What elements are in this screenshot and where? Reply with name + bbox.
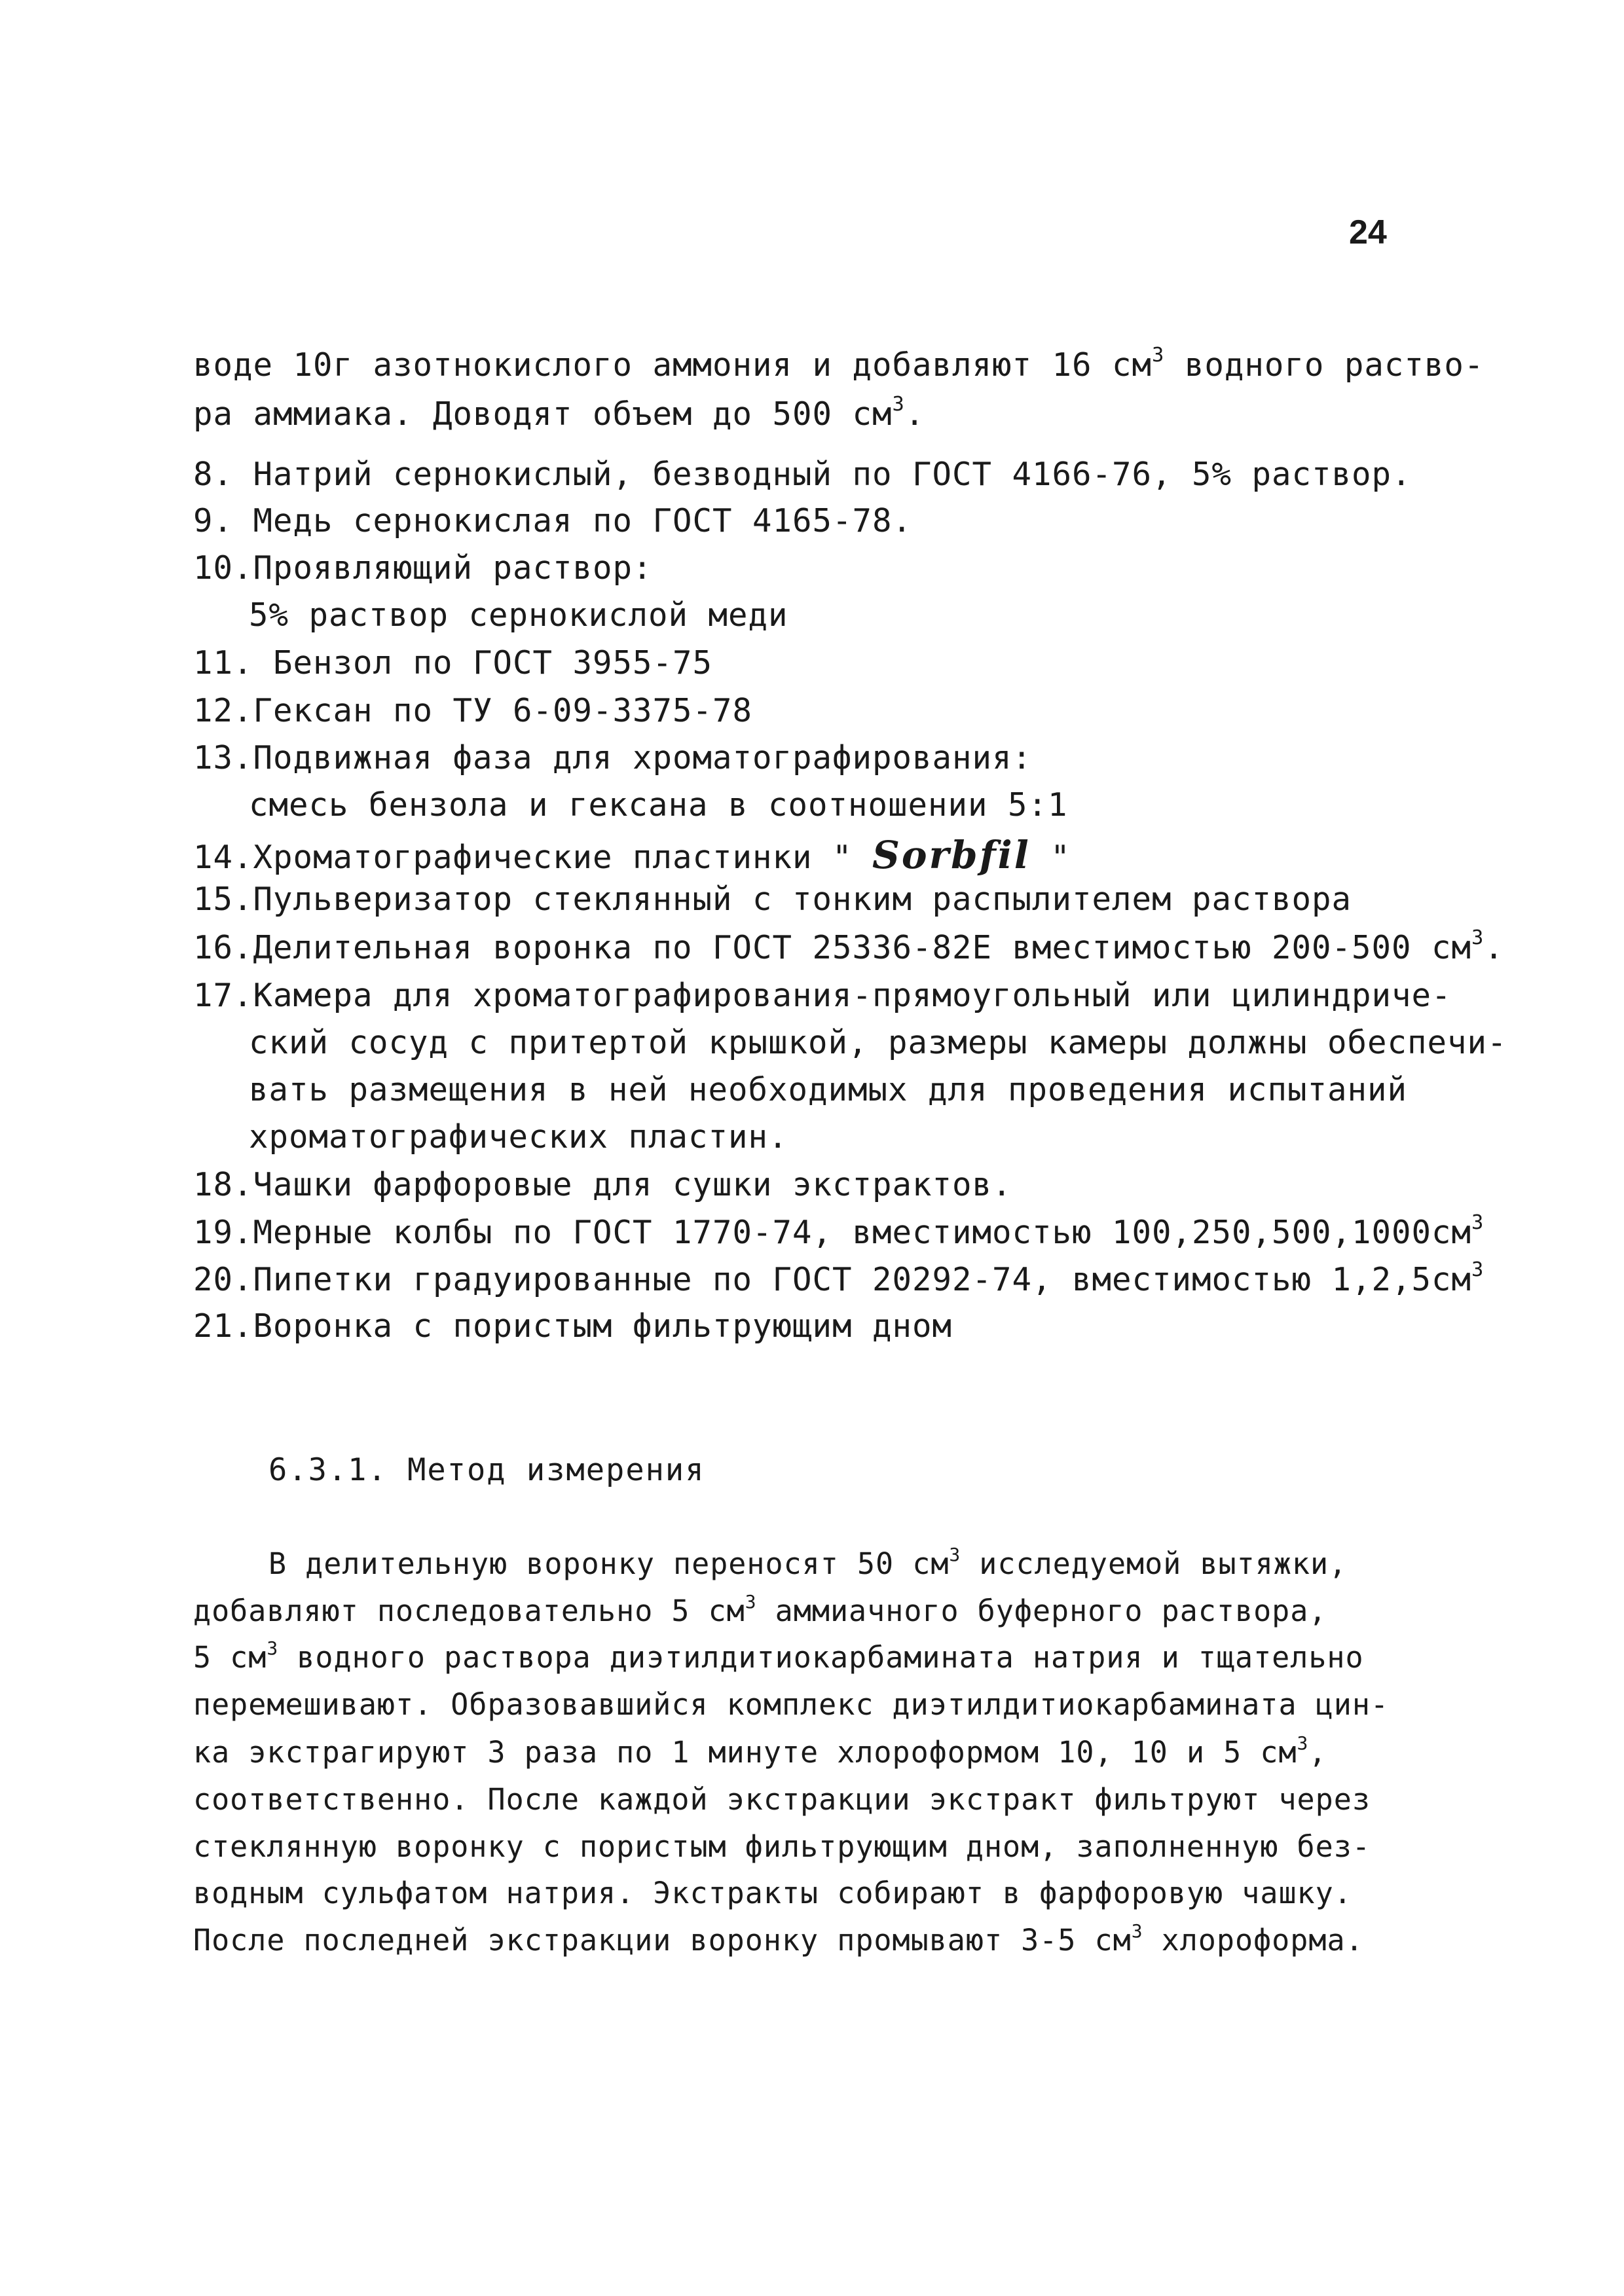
list-item-17-line-3: вать размещения в ней необходимых для проведения испытаний <box>249 1071 1408 1108</box>
paragraph-line-3-text: 5 см <box>193 1640 267 1675</box>
paragraph-line-2 <box>193 1590 1327 1628</box>
list-item-16-text: 16.Делительная воронка по ГОСТ 25336-82Е вместимостью 200-500 см <box>193 929 1472 966</box>
intro-line-2-text: ра аммиака. Доводят объем до 500 см <box>193 395 893 433</box>
paragraph-line-3-tail: водного раствора диэтилдитиокарбамината натрия и тщательно <box>278 1640 1364 1675</box>
superscript: 3 <box>1471 1258 1485 1282</box>
list-item-18: 18.Чашки фарфоровые для сушки экстрактов. <box>193 1166 1012 1203</box>
list-item-20 <box>193 1258 1485 1298</box>
superscript: 3 <box>745 1590 757 1613</box>
superscript: 3 <box>1297 1732 1309 1754</box>
paragraph-line-2-tail: аммиачного буферного раствора, <box>756 1594 1327 1628</box>
list-item-17-line-4: хроматографических пластин. <box>249 1118 788 1156</box>
superscript: 3 <box>1471 1211 1485 1235</box>
list-item-15: 15.Пульверизатор стеклянный с тонким распылителем раствора <box>193 881 1352 918</box>
paragraph-line-8: водным сульфатом натрия. Экстракты собирают в фарфоровую чашку. <box>193 1876 1352 1910</box>
intro-line-1 <box>193 344 1485 384</box>
intro-line-2-tail: . <box>904 395 925 433</box>
list-item-8: 8. Натрий сернокислый, безводный по ГОСТ 4166-76, 5% раствор. <box>193 456 1412 493</box>
superscript: 3 <box>892 393 905 416</box>
list-item-16 <box>193 926 1504 966</box>
list-item-11: 11. Бензол по ГОСТ 3955-75 <box>193 644 713 682</box>
paragraph-line-7: стеклянную воронку с пористым фильтрующим дном, заполненную без- <box>193 1829 1371 1864</box>
paragraph-line-9-tail: хлороформа. <box>1143 1923 1364 1958</box>
paragraph-line-4: перемешивают. Образовавшийся комплекс диэтилдитиокарбамината цин- <box>193 1687 1389 1722</box>
list-item-9: 9. Медь сернокислая по ГОСТ 4165-78. <box>193 502 913 539</box>
section-heading: 6.3.1. Метод измерения <box>268 1452 705 1488</box>
list-item-12: 12.Гексан по ТУ 6-09-3375-78 <box>193 692 753 729</box>
intro-line-2 <box>193 393 925 433</box>
list-item-13: 13.Подвижная фаза для хроматографирования: <box>193 739 1033 776</box>
list-item-17-line-2: ский сосуд с притертой крышкой, размеры камеры должны обеспечи- <box>249 1024 1507 1061</box>
paragraph-line-6: соответственно. После каждой экстракции экстракт фильтруют через <box>193 1782 1371 1817</box>
list-item-21: 21.Воронка с пористым фильтрующим дном <box>193 1307 953 1345</box>
list-item-16-tail: . <box>1484 929 1504 966</box>
list-item-19-text: 19.Мерные колбы по ГОСТ 1770-74, вместимостью 100,250,500,1000см <box>193 1214 1472 1251</box>
paragraph-line-1-tail: исследуемой вытяжки, <box>961 1546 1348 1581</box>
paragraph-line-1-text: В делительную воронку переносят 50 см <box>268 1546 950 1581</box>
superscript: 3 <box>1131 1920 1143 1942</box>
superscript: 3 <box>1471 926 1485 950</box>
paragraph-line-2-text: добавляют последовательно 5 см <box>193 1594 745 1628</box>
list-item-10: 10.Проявляющий раствор: <box>193 549 653 587</box>
paragraph-line-5-tail: , <box>1308 1735 1327 1770</box>
page-number: 24 <box>1349 213 1387 251</box>
close-quote: " <box>1030 839 1071 876</box>
brand-handwritten: Sorbfil <box>872 833 1031 877</box>
list-item-14-text: 14.Хроматографические пластинки <box>193 839 813 876</box>
list-item-10-sub: 5% раствор сернокислой меди <box>249 596 788 634</box>
list-item-20-text: 20.Пипетки градуированные по ГОСТ 20292-74, вместимостью 1,2,5см <box>193 1261 1472 1298</box>
paragraph-line-9 <box>193 1920 1364 1958</box>
paragraph-line-9-text: После последней экстракции воронку промывают 3-5 см <box>193 1923 1132 1958</box>
list-item-17-line-1: 17.Камера для хроматографирования-прямоугольный или цилиндриче- <box>193 977 1452 1014</box>
superscript: 3 <box>1152 344 1165 367</box>
paragraph-line-1 <box>268 1543 1348 1581</box>
intro-line-1-tail: водного раство- <box>1164 346 1485 384</box>
list-item-19 <box>193 1211 1485 1251</box>
paragraph-line-5-text: ка экстрагируют 3 раза по 1 минуте хлороформом 10, 10 и 5 см <box>193 1735 1297 1770</box>
superscript: 3 <box>949 1543 961 1565</box>
paragraph-line-5 <box>193 1732 1327 1770</box>
intro-line-1-text: воде 10г азотнокислого аммония и добавляют 16 см <box>193 346 1153 384</box>
open-quote: " <box>812 839 873 876</box>
list-item-14 <box>193 833 1071 877</box>
list-item-13-sub: смесь бензола и гексана в соотношении 5:1 <box>249 786 1068 824</box>
paragraph-line-3 <box>193 1637 1364 1675</box>
superscript: 3 <box>267 1637 279 1659</box>
